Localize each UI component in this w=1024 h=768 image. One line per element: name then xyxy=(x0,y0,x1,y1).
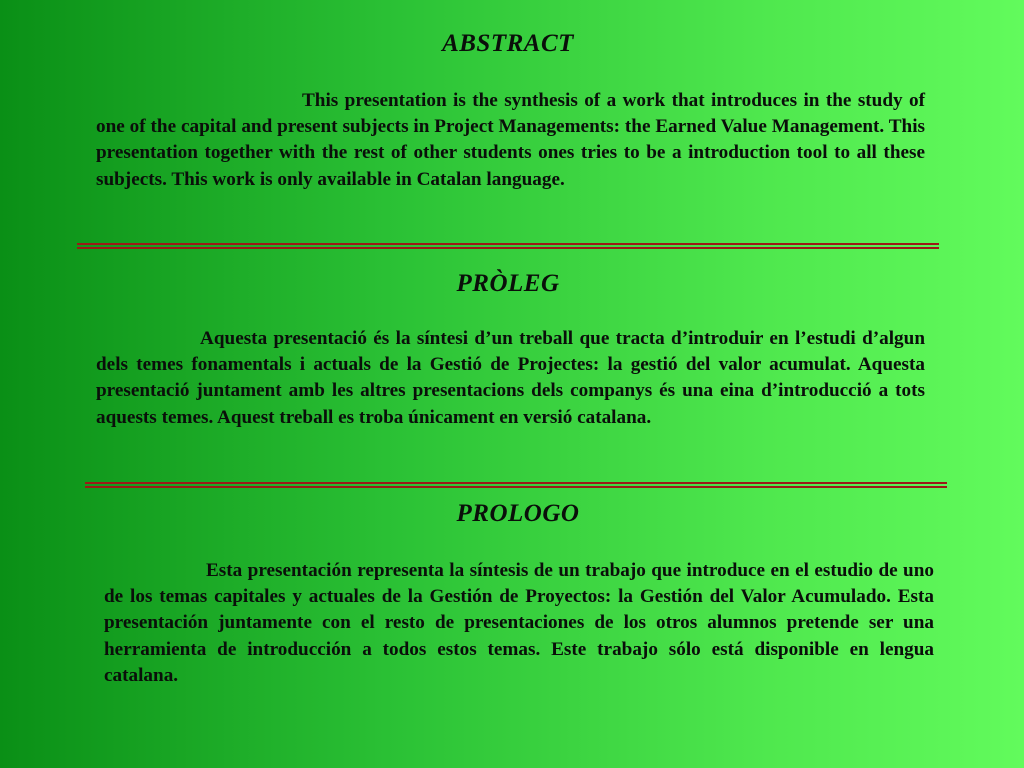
divider-2 xyxy=(85,482,947,489)
proleg-paragraph: Aquesta presentació és la síntesi d’un treball que tracta d’introduir en l’estudi d’algun dels temes fonamentals i actuals de la Gestió de Projectes: la gestió del valor acumulat. Aquesta presentació juntament amb les altres presentacions dels companys és una eina d’introducció a tots aquests temes. Aquest treball es troba únicament en versió catalana. xyxy=(96,328,925,428)
prologo-paragraph: Esta presentación representa la síntesis de un trabajo que introduce en el estudio de uno de los temas capitales y actuales de la Gestión de Proyectos: la Gestión del Valor Acumulado. Esta presentación juntamente con el resto de presentaciones de los otros alumnos pretende ser una herramienta de introducción a todos estos temas. Este trabajo sólo está disponible en lengua catalana. xyxy=(104,560,934,686)
proleg-heading: PRÒLEG xyxy=(456,270,560,297)
divider-1 xyxy=(77,243,939,250)
abstract-paragraph: This presentation is the synthesis of a work that introduces in the study of one of the capital and present subjects in Project Managements: the Earned Value Management. This presentation together with the rest of other students ones tries to be a introduction tool to all these subjects. This work is only available in Catalan language. xyxy=(96,90,925,190)
abstract-heading: ABSTRACT xyxy=(442,30,574,57)
prologo-heading: PROLOGO xyxy=(456,500,580,527)
